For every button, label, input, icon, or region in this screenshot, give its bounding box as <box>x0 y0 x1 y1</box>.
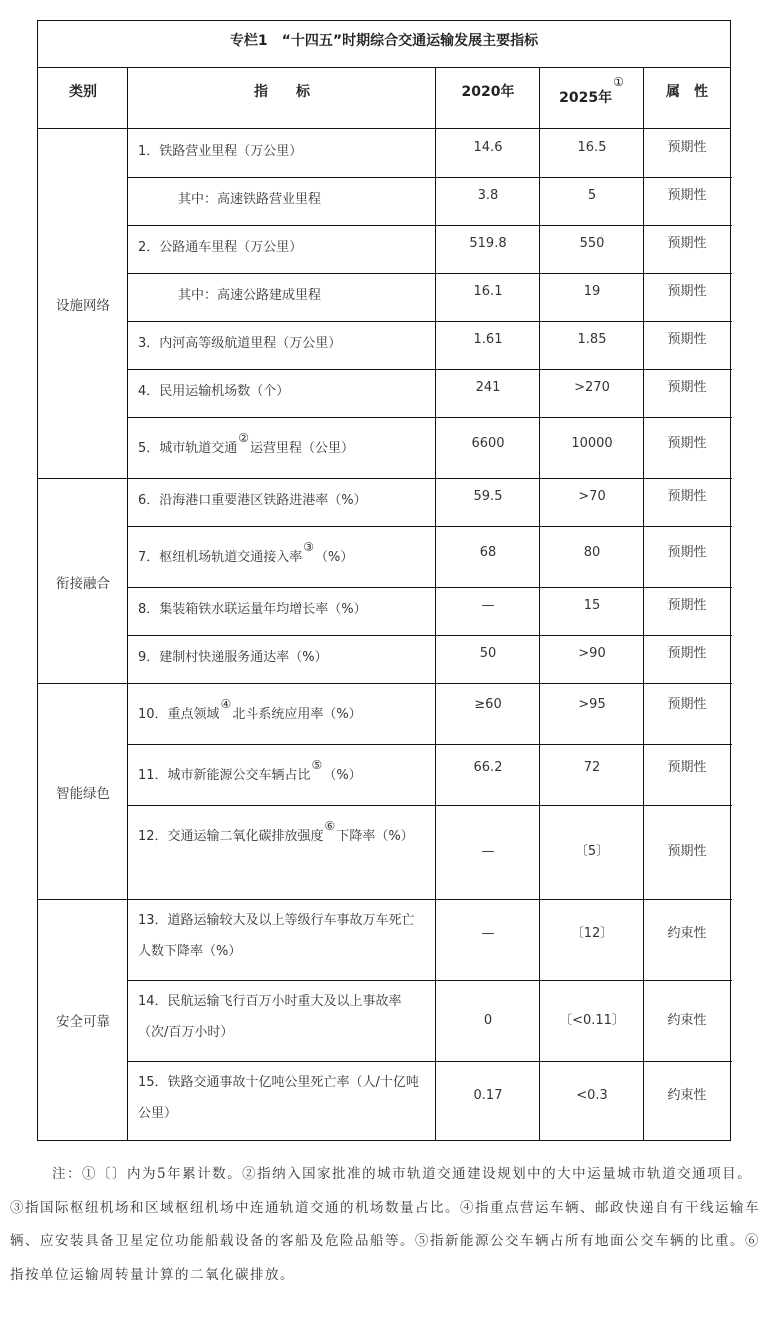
header-2020: 2020年 <box>436 68 540 129</box>
footnote-marker: ① <box>613 75 624 89</box>
value-2020: 3.8 <box>477 188 499 203</box>
attribute-cell: 预期性 <box>667 844 707 859</box>
value-2020: 16.1 <box>473 284 503 299</box>
indicator-text: 12．交通运输二氧化碳排放强度 <box>138 829 324 844</box>
indicator-text: 北斗系统应用率（%） <box>232 707 362 722</box>
indicator-cell <box>128 744 436 789</box>
attribute-cell: 预期性 <box>667 646 707 661</box>
indicator-text: （%） <box>323 768 362 783</box>
attribute-cell: 预期性 <box>667 598 707 613</box>
header-attribute: 属 性 <box>644 68 730 129</box>
attribute-cell: 预期性 <box>667 380 707 395</box>
value-2020: — <box>481 844 495 859</box>
attribute-cell: 预期性 <box>667 236 707 251</box>
value-2020: 66.2 <box>473 760 503 775</box>
value-2020: — <box>481 598 495 613</box>
indicator-cell: 15．铁路交通事故十亿吨公里死亡率（人/十亿吨公里） <box>138 1075 419 1121</box>
header-indicator: 指 标 <box>128 68 436 129</box>
indicator-text: 10．重点领域 <box>138 707 220 722</box>
value-2020: 50 <box>479 646 497 661</box>
indicator-text: 运营里程（公里） <box>250 441 355 456</box>
indicators-table <box>37 20 731 1141</box>
indicator-cell: 其中：高速公路建成里程 <box>178 288 322 303</box>
value-2025: 1.85 <box>577 332 607 347</box>
value-2020: 59.5 <box>473 489 503 504</box>
header-2025-label: 2025年 <box>559 90 613 106</box>
indicator-text: 5．城市轨道交通 <box>138 441 238 456</box>
value-2025: 19 <box>583 284 601 299</box>
value-2020: 1.61 <box>473 332 503 347</box>
category-facility-network: 设施网络 <box>56 298 110 314</box>
value-2020: 0.17 <box>473 1088 503 1103</box>
header-category: 类别 <box>38 68 128 129</box>
value-2020: 0 <box>483 1012 493 1028</box>
category-smart-green: 智能绿色 <box>56 786 110 802</box>
value-2020: — <box>481 926 495 941</box>
indicator-cell <box>128 683 436 728</box>
value-2020: 68 <box>479 545 497 560</box>
footnote-marker: ③ <box>303 540 315 554</box>
attribute-cell: 预期性 <box>667 140 707 155</box>
indicator-cell <box>128 417 436 462</box>
indicator-cell: 3．内河高等级航道里程（万公里） <box>138 336 342 351</box>
value-2025: 72 <box>583 760 601 775</box>
value-2025: 〔<0.11〕 <box>559 1012 625 1028</box>
indicator-text: 下降率（%） <box>336 829 414 844</box>
value-2025: 550 <box>579 236 605 251</box>
footnote-marker: ⑥ <box>324 819 336 833</box>
value-2020: ≥60 <box>474 697 502 712</box>
attribute-cell: 约束性 <box>667 1012 707 1028</box>
attribute-cell: 预期性 <box>667 436 707 451</box>
value-2025: >70 <box>578 489 606 504</box>
value-2025: 80 <box>583 545 601 560</box>
footnote-marker: ⑤ <box>311 758 323 772</box>
value-2025: 5 <box>587 188 597 203</box>
table-title: 专栏1 “十四五”时期综合交通运输发展主要指标 <box>38 21 730 68</box>
value-2025: 16.5 <box>577 140 607 155</box>
header-2025 <box>540 68 644 129</box>
indicator-text: 7．枢纽机场轨道交通接入率 <box>138 550 303 565</box>
value-2025: 〔12〕 <box>570 926 614 941</box>
value-2025: >95 <box>578 697 606 712</box>
indicator-cell <box>128 526 436 571</box>
indicator-text: 11．城市新能源公交车辆占比 <box>138 768 311 783</box>
value-2020: 14.6 <box>473 140 503 155</box>
attribute-cell: 预期性 <box>667 284 707 299</box>
indicator-cell: 1．铁路营业里程（万公里） <box>138 144 303 159</box>
indicator-cell <box>128 805 428 850</box>
attribute-cell: 预期性 <box>667 188 707 203</box>
indicator-cell: 9．建制村快递服务通达率（%） <box>138 650 328 665</box>
value-2025: >90 <box>578 646 606 661</box>
footnote-marker: ④ <box>220 697 232 711</box>
indicator-cell: 4．民用运输机场数（个） <box>138 384 290 399</box>
value-2025: 〔5〕 <box>574 844 610 859</box>
value-2025: >270 <box>574 380 610 395</box>
indicator-cell: 14．民航运输飞行百万小时重大及以上事故率（次/百万小时） <box>138 994 402 1040</box>
value-2020: 6600 <box>471 436 505 451</box>
value-2025: <0.3 <box>576 1088 608 1103</box>
attribute-cell: 预期性 <box>667 332 707 347</box>
footnote: 注：①〔〕内为5年累计数。②指纳入国家批准的城市轨道交通建设规划中的大中运量城市轨道交通项目。③指国际枢纽机场和区域枢纽机场中连通轨道交通的机场数量占比。④指重点营运车辆、邮政快递自有干线运输车辆、应安装具备卫星定位功能船载设备的客船及危险品船等。⑤指新能源公交车辆占所有地面公交车辆的比重。⑥指按单位运输周转量计算的二氧化碳排放。 <box>10 1166 760 1283</box>
value-2020: 241 <box>475 380 501 395</box>
indicator-text: （%） <box>315 550 354 565</box>
indicator-cell: 8．集装箱铁水联运量年均增长率（%） <box>138 602 367 617</box>
value-2025: 10000 <box>571 436 613 451</box>
attribute-cell: 预期性 <box>667 697 707 712</box>
attribute-cell: 预期性 <box>667 489 707 504</box>
attribute-cell: 约束性 <box>667 926 707 941</box>
indicator-cell: 6．沿海港口重要港区铁路进港率（%） <box>138 493 367 508</box>
attribute-cell: 预期性 <box>667 545 707 560</box>
category-connection: 衔接融合 <box>56 575 110 592</box>
attribute-cell: 预期性 <box>667 760 707 775</box>
value-2020: 519.8 <box>469 236 507 251</box>
indicator-cell: 13．道路运输较大及以上等级行车事故万车死亡人数下降率（%） <box>138 913 415 959</box>
indicator-cell: 2．公路通车里程（万公里） <box>138 240 303 255</box>
category-safety: 安全可靠 <box>56 1014 110 1030</box>
attribute-cell: 约束性 <box>667 1088 707 1103</box>
indicator-cell: 其中：高速铁路营业里程 <box>178 192 322 207</box>
value-2025: 15 <box>583 598 601 613</box>
footnote-marker: ② <box>238 431 250 445</box>
